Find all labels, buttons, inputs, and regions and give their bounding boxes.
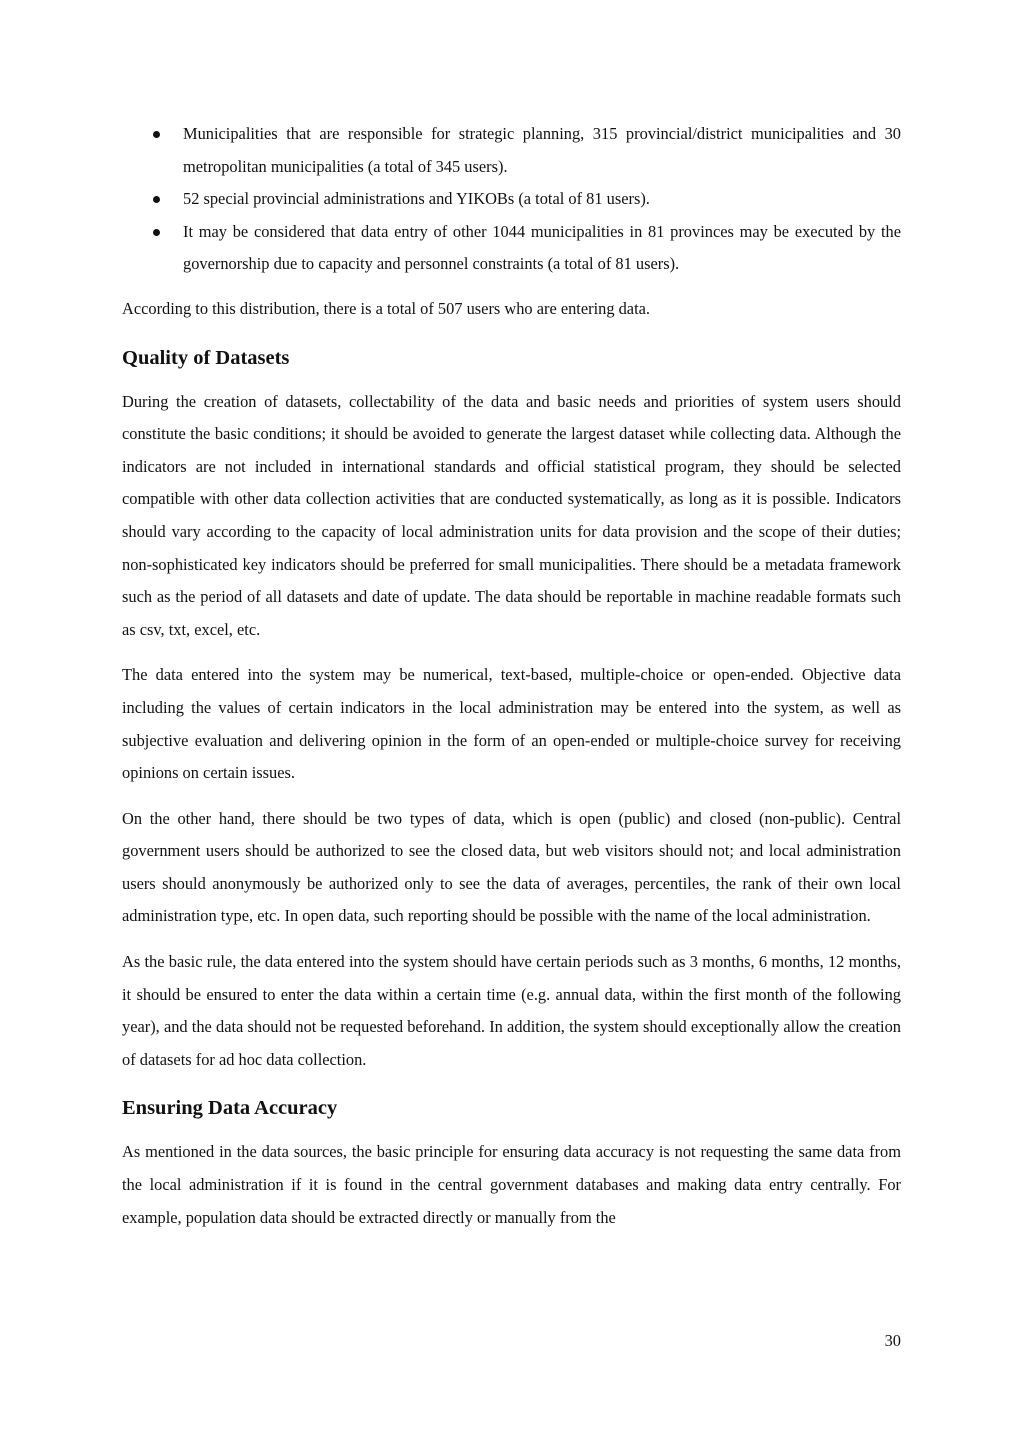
paragraph: As the basic rule, the data entered into the system should have certain periods such as 3 months, 6 months, 12 months, it should be ensured to enter the data within a certain time (e.g. annual data, within the first month of the following year), and the data should not be requested beforehand. In addition, the system should exceptionally allow the creation of datasets for ad hoc data collection. xyxy=(122,952,901,1069)
document-page xyxy=(122,118,901,1247)
bullet-dot-icon xyxy=(153,229,160,236)
paragraph: As mentioned in the data sources, the basic principle for ensuring data accuracy is not requesting the same data from the local administration if it is found in the central government databases and making data entry centrally. For example, population data should be extracted directly or manually from the xyxy=(122,1142,901,1227)
list-item-text: Municipalities that are responsible for strategic planning, 315 provincial/district municipalities and 30 metropolitan municipalities (a total of 345 users). xyxy=(183,124,901,176)
bullet-dot-icon xyxy=(153,196,160,203)
bullet-dot-icon xyxy=(153,131,160,138)
list-item xyxy=(122,216,901,281)
list-item xyxy=(122,118,901,183)
section-heading-ensuring-data-accuracy: Ensuring Data Accuracy xyxy=(122,1097,338,1120)
page-number: 30 xyxy=(884,1331,901,1350)
paragraph: On the other hand, there should be two types of data, which is open (public) and closed (non-public). Central government users should be authorized to see the closed data, but web visitors should not; and local administration users should anonymously be authorized only to see the data of averages, percentiles, the rank of their own local administration type, etc. In open data, such reporting should be possible with the name of the local administration. xyxy=(122,808,901,926)
section-heading-quality-of-datasets: Quality of Datasets xyxy=(122,346,290,369)
list-item xyxy=(122,183,901,216)
intro-paragraph: According to this distribution, there is a total of 507 users who are entering data. xyxy=(122,298,651,318)
paragraph: During the creation of datasets, collectability of the data and basic needs and priorities of system users should constitute the basic conditions; it should be avoided to generate the largest dataset while collecting data. Although the indicators are not included in international standards and official statistical program, they should be selected compatible with other data collection activities that are conducted systematically, as long as it is possible. Indicators should vary according to the capacity of local administration units for data provision and the scope of their duties; non-sophisticated key indicators should be preferred for small municipalities. There should be a metadata framework such as the period of all datasets and date of update. The data should be reportable in machine readable formats such as csv, txt, excel, etc. xyxy=(122,391,901,639)
bullet-list xyxy=(122,118,901,281)
paragraph: The data entered into the system may be numerical, text-based, multiple-choice or open-ended. Objective data including the values of certain indicators in the local administration may be entered into the system, as well as subjective evaluation and delivering opinion in the form of an open-ended or multiple-choice survey for receiving opinions on certain issues. xyxy=(122,665,901,783)
list-item-text: 52 special provincial administrations and YIKOBs (a total of 81 users). xyxy=(183,189,650,209)
list-item-text: It may be considered that data entry of other 1044 municipalities in 81 provinces may be executed by the governorship due to capacity and personnel constraints (a total of 81 users). xyxy=(183,221,901,274)
